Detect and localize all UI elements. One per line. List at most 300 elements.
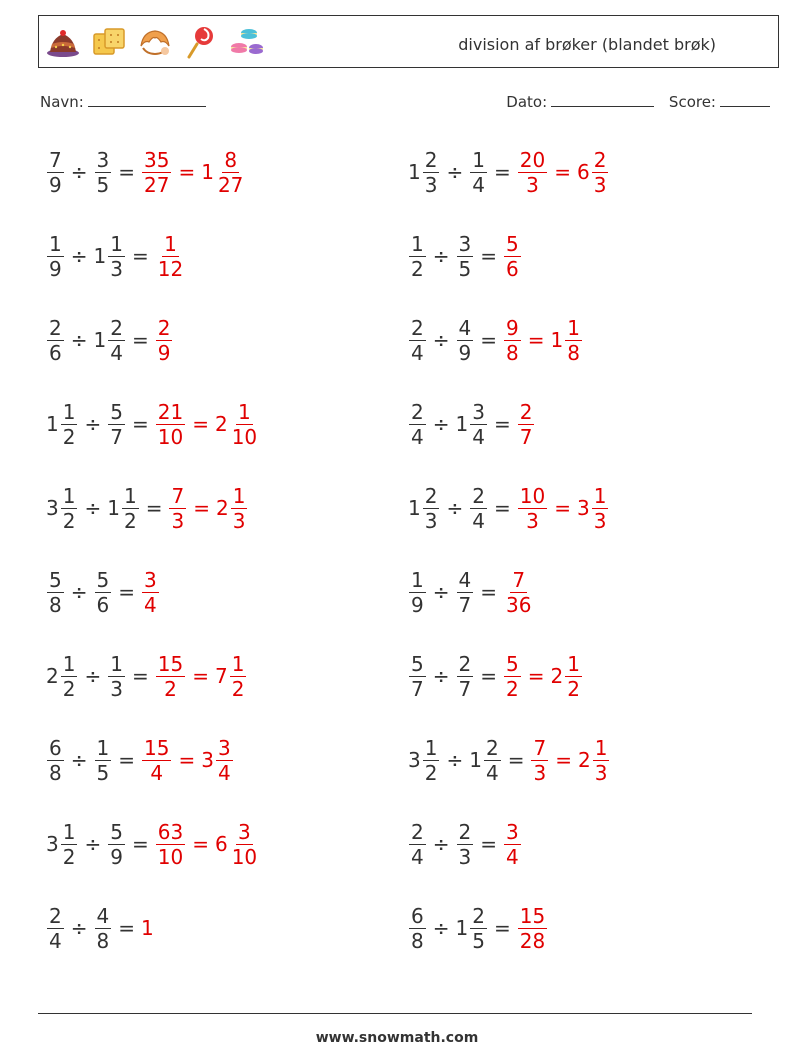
fraction — [61, 399, 78, 449]
answer-improper — [517, 903, 548, 953]
fraction — [504, 231, 521, 281]
fraction — [230, 819, 259, 869]
denominator: 4 — [411, 844, 424, 869]
problem-item — [46, 898, 155, 958]
whole-number: 2 — [577, 748, 591, 772]
fraction — [231, 483, 248, 533]
worksheet-title: division af brøker (blandet brøk) — [458, 35, 716, 54]
problem-item — [408, 226, 522, 286]
numerator: 7 — [512, 567, 526, 592]
numerator: 1 — [424, 735, 438, 760]
numerator: 4 — [458, 315, 472, 340]
dividend — [408, 483, 440, 533]
fraction — [423, 735, 440, 785]
denominator: 4 — [411, 424, 424, 449]
answer-improper — [141, 735, 172, 785]
equals-sign: = — [192, 664, 209, 688]
equals-sign: = — [118, 580, 135, 604]
numerator: 2 — [424, 483, 438, 508]
answer-mixed — [201, 147, 246, 197]
numerator: 6 — [411, 903, 424, 928]
fraction — [409, 231, 426, 281]
dividend — [46, 567, 65, 617]
divisor — [455, 399, 488, 449]
answer-mixed — [576, 483, 609, 533]
denominator: 9 — [110, 844, 123, 869]
equals-sign: = — [118, 748, 135, 772]
divisor — [455, 903, 488, 953]
denominator: 4 — [411, 340, 424, 365]
denominator: 9 — [49, 172, 62, 197]
numerator: 1 — [110, 651, 123, 676]
equals-sign: = — [493, 916, 511, 940]
problem-item — [46, 394, 260, 454]
whole-number: 2 — [550, 664, 564, 688]
answer-improper — [517, 399, 536, 449]
numerator: 2 — [485, 735, 499, 760]
fraction — [169, 483, 186, 533]
divisor — [469, 735, 501, 785]
equals-sign: = — [118, 160, 135, 184]
divide-sign: ÷ — [70, 580, 88, 604]
denominator: 4 — [49, 928, 62, 953]
denominator: 8 — [49, 760, 62, 785]
whole-number: 3 — [201, 748, 214, 772]
numerator: 6 — [49, 735, 62, 760]
fraction — [470, 903, 487, 953]
equals-sign: = — [527, 328, 545, 352]
fraction — [156, 399, 185, 449]
denominator: 7 — [458, 676, 472, 701]
denominator: 10 — [157, 424, 184, 449]
divisor — [456, 231, 475, 281]
denominator: 4 — [485, 760, 499, 785]
denominator: 12 — [157, 256, 184, 281]
answer-mixed — [214, 399, 260, 449]
divisor — [469, 483, 488, 533]
denominator: 10 — [157, 844, 184, 869]
denominator: 4 — [472, 508, 485, 533]
fraction — [592, 147, 609, 197]
problem-item — [408, 814, 522, 874]
equals-sign: = — [178, 748, 196, 772]
numerator: 10 — [519, 483, 546, 508]
answer-improper — [503, 231, 522, 281]
numerator: 21 — [157, 399, 184, 424]
numerator: 2 — [472, 903, 485, 928]
numerator: 9 — [506, 315, 519, 340]
fraction — [409, 903, 426, 953]
equals-sign: = — [131, 664, 149, 688]
divisor — [94, 735, 113, 785]
answer-improper — [155, 231, 186, 281]
denominator: 5 — [458, 256, 472, 281]
denominator: 2 — [411, 256, 424, 281]
fraction — [565, 651, 582, 701]
denominator: 2 — [164, 676, 177, 701]
dividend — [46, 903, 65, 953]
answer-improper — [155, 315, 174, 365]
numerator: 5 — [110, 399, 123, 424]
fraction — [593, 735, 610, 785]
whole-number: 1 — [141, 916, 154, 940]
denominator: 9 — [157, 340, 171, 365]
divisor — [456, 819, 475, 869]
divide-sign: ÷ — [84, 412, 102, 436]
equals-sign: = — [480, 328, 497, 352]
answer — [517, 903, 548, 953]
dividend — [46, 231, 65, 281]
dividend — [46, 147, 65, 197]
answer — [141, 147, 246, 197]
whole-number: 1 — [46, 412, 59, 436]
answer — [155, 819, 260, 869]
dividend — [408, 735, 440, 785]
divide-sign: ÷ — [432, 244, 450, 268]
numerator: 5 — [110, 819, 123, 844]
whole-number: 6 — [576, 160, 590, 184]
denominator: 28 — [519, 928, 546, 953]
denominator: 7 — [519, 424, 533, 449]
denominator: 27 — [217, 172, 244, 197]
dividend — [46, 315, 65, 365]
numerator: 15 — [519, 903, 546, 928]
divide-sign: ÷ — [432, 664, 450, 688]
whole-number: 1 — [455, 412, 469, 436]
numerator: 2 — [458, 651, 472, 676]
problem-item — [46, 142, 246, 202]
fraction — [61, 819, 78, 869]
numerator: 15 — [157, 651, 184, 676]
fraction — [457, 231, 474, 281]
whole-number: 1 — [408, 160, 421, 184]
divide-sign: ÷ — [70, 160, 88, 184]
denominator: 3 — [458, 844, 472, 869]
numerator: 1 — [567, 651, 580, 676]
dividend — [408, 147, 440, 197]
fraction — [230, 651, 247, 701]
numerator: 5 — [506, 651, 519, 676]
denominator: 3 — [594, 760, 608, 785]
denominator: 4 — [472, 424, 485, 449]
answer-improper — [503, 567, 534, 617]
denominator: 3 — [232, 508, 246, 533]
fraction — [518, 147, 547, 197]
whole-number: 1 — [93, 244, 107, 268]
answer-improper — [141, 147, 172, 197]
denominator: 3 — [593, 172, 607, 197]
divide-sign: ÷ — [432, 580, 450, 604]
whole-number: 2 — [214, 412, 228, 436]
numerator: 1 — [231, 651, 245, 676]
divisor — [93, 315, 126, 365]
answer — [503, 231, 522, 281]
denominator: 8 — [96, 928, 110, 953]
fraction — [95, 567, 112, 617]
problem-item — [46, 478, 248, 538]
fraction — [409, 651, 426, 701]
numerator: 1 — [96, 735, 110, 760]
fraction — [216, 735, 233, 785]
problem-item — [46, 310, 173, 370]
numerator: 63 — [157, 819, 184, 844]
numerator: 5 — [96, 567, 110, 592]
answer-improper — [141, 567, 160, 617]
denominator: 3 — [526, 172, 539, 197]
problem-item — [408, 898, 548, 958]
numerator: 2 — [472, 483, 485, 508]
divisor — [469, 147, 488, 197]
fraction — [531, 735, 548, 785]
answer — [155, 651, 248, 701]
numerator: 1 — [567, 315, 580, 340]
dividend — [46, 483, 78, 533]
equals-sign: = — [193, 496, 210, 520]
numerator: 3 — [238, 819, 251, 844]
denominator: 4 — [110, 340, 123, 365]
answer-improper — [530, 735, 549, 785]
answer-improper — [503, 315, 522, 365]
fraction — [156, 315, 173, 365]
numerator: 2 — [593, 147, 607, 172]
numerator: 1 — [62, 399, 76, 424]
numerator: 1 — [62, 483, 76, 508]
problem-item — [408, 394, 535, 454]
whole-number: 3 — [46, 832, 59, 856]
answer-mixed — [215, 483, 248, 533]
denominator: 7 — [110, 424, 123, 449]
denominator: 10 — [231, 844, 258, 869]
divisor — [107, 819, 126, 869]
denominator: 3 — [526, 508, 539, 533]
problem-item — [408, 142, 609, 202]
denominator: 3 — [110, 676, 123, 701]
denominator: 36 — [506, 592, 532, 617]
divisor — [94, 147, 113, 197]
answer — [141, 567, 160, 617]
divide-sign: ÷ — [84, 664, 102, 688]
numerator: 3 — [96, 147, 110, 172]
answer-mixed — [550, 651, 583, 701]
numerator: 15 — [144, 735, 170, 760]
denominator: 6 — [49, 340, 62, 365]
denominator: 8 — [49, 592, 62, 617]
numerator: 4 — [96, 903, 110, 928]
whole-number: 3 — [576, 496, 590, 520]
dividend — [46, 735, 65, 785]
answer — [155, 315, 174, 365]
dividend — [408, 819, 427, 869]
fraction — [457, 315, 474, 365]
fraction — [216, 147, 245, 197]
denominator: 5 — [472, 928, 485, 953]
fraction — [592, 483, 609, 533]
denominator: 2 — [567, 676, 580, 701]
fraction — [484, 735, 501, 785]
numerator: 8 — [224, 147, 238, 172]
fraction — [457, 567, 474, 617]
denominator: 4 — [150, 760, 164, 785]
dividend — [46, 651, 78, 701]
answer-improper — [155, 651, 186, 701]
fraction — [108, 819, 125, 869]
answer-improper — [517, 147, 548, 197]
name-label: Navn: — [40, 93, 84, 111]
answer-improper — [503, 819, 522, 869]
fraction — [518, 903, 547, 953]
divisor — [94, 567, 113, 617]
numerator: 3 — [144, 567, 157, 592]
whole-number: 1 — [107, 496, 120, 520]
problem-item — [46, 814, 260, 874]
numerator: 1 — [49, 231, 62, 256]
denominator: 6 — [96, 592, 110, 617]
problem-item — [408, 646, 583, 706]
whole-number: 1 — [408, 496, 421, 520]
denominator: 5 — [96, 172, 110, 197]
divide-sign: ÷ — [84, 496, 102, 520]
fraction — [108, 315, 125, 365]
fraction — [504, 651, 521, 701]
fraction — [108, 651, 125, 701]
denominator: 2 — [62, 844, 76, 869]
denominator: 3 — [424, 172, 438, 197]
denominator: 8 — [411, 928, 424, 953]
numerator: 3 — [458, 231, 472, 256]
whole-number: 1 — [455, 916, 469, 940]
denominator: 7 — [458, 592, 472, 617]
denominator: 2 — [62, 508, 76, 533]
equals-sign: = — [131, 832, 149, 856]
numerator: 2 — [424, 147, 438, 172]
denominator: 5 — [96, 760, 110, 785]
denominator: 4 — [506, 844, 519, 869]
numerator: 2 — [49, 315, 62, 340]
whole-number: 3 — [408, 748, 421, 772]
denominator: 2 — [506, 676, 519, 701]
footer-divider — [38, 1013, 752, 1014]
divide-sign: ÷ — [84, 832, 102, 856]
answer — [503, 315, 583, 365]
numerator: 5 — [506, 231, 519, 256]
denominator: 2 — [62, 424, 76, 449]
dividend — [408, 231, 427, 281]
footer-url: www.snowmath.com — [315, 1030, 479, 1046]
problem-item — [408, 730, 610, 790]
fraction — [47, 735, 64, 785]
fraction — [47, 147, 64, 197]
denominator: 8 — [567, 340, 580, 365]
denominator: 9 — [458, 340, 472, 365]
fraction — [470, 399, 487, 449]
equals-sign: = — [145, 496, 163, 520]
fraction — [95, 147, 112, 197]
denominator: 27 — [144, 172, 170, 197]
equals-sign: = — [555, 748, 572, 772]
divide-sign: ÷ — [446, 496, 464, 520]
equals-sign: = — [192, 412, 209, 436]
equals-sign: = — [131, 328, 149, 352]
dividend — [408, 315, 427, 365]
answer — [503, 651, 583, 701]
fraction — [61, 651, 78, 701]
answer-improper — [155, 399, 186, 449]
numerator: 2 — [411, 819, 424, 844]
equals-sign: = — [527, 664, 545, 688]
numerator: 2 — [411, 315, 424, 340]
fraction — [156, 231, 185, 281]
answer-improper — [155, 819, 186, 869]
answer-mixed — [550, 315, 583, 365]
denominator: 2 — [62, 676, 76, 701]
numerator: 2 — [157, 315, 171, 340]
dividend — [408, 903, 427, 953]
answer — [155, 231, 186, 281]
answer — [141, 916, 155, 940]
score-label: Score: — [668, 93, 716, 111]
fraction — [518, 399, 535, 449]
fraction — [470, 483, 487, 533]
numerator: 7 — [171, 483, 185, 508]
divisor — [456, 651, 475, 701]
numerator: 3 — [472, 399, 485, 424]
dividend — [408, 399, 427, 449]
fraction — [409, 819, 426, 869]
denominator: 4 — [472, 172, 485, 197]
numerator: 1 — [411, 231, 424, 256]
equals-sign: = — [178, 160, 196, 184]
fraction — [122, 483, 139, 533]
numerator: 1 — [238, 399, 251, 424]
fraction — [565, 315, 582, 365]
problem-item — [408, 478, 609, 538]
whole-number: 1 — [93, 328, 107, 352]
fraction — [230, 399, 259, 449]
denominator: 4 — [217, 760, 231, 785]
fraction — [108, 399, 125, 449]
fraction — [457, 651, 474, 701]
numerator: 35 — [144, 147, 170, 172]
equals-sign: = — [192, 832, 209, 856]
denominator: 3 — [171, 508, 185, 533]
numerator: 1 — [110, 231, 123, 256]
fraction — [142, 735, 171, 785]
denominator: 10 — [231, 424, 258, 449]
divisor — [107, 651, 126, 701]
divide-sign: ÷ — [432, 832, 450, 856]
denominator: 3 — [424, 508, 438, 533]
answer-mixed — [576, 147, 609, 197]
divide-sign: ÷ — [432, 412, 450, 436]
numerator: 2 — [519, 399, 533, 424]
whole-number: 1 — [550, 328, 564, 352]
fraction — [95, 735, 112, 785]
numerator: 7 — [49, 147, 62, 172]
divide-sign: ÷ — [70, 328, 88, 352]
answer-mixed — [201, 735, 233, 785]
denominator: 9 — [411, 592, 424, 617]
dividend — [408, 651, 427, 701]
divide-sign: ÷ — [70, 244, 88, 268]
divisor — [456, 315, 475, 365]
answer-mixed — [214, 651, 247, 701]
answer-mixed — [577, 735, 610, 785]
whole-number: 2 — [215, 496, 229, 520]
fraction — [142, 567, 159, 617]
denominator: 3 — [533, 760, 547, 785]
equals-sign: = — [493, 496, 511, 520]
numerator: 2 — [110, 315, 123, 340]
